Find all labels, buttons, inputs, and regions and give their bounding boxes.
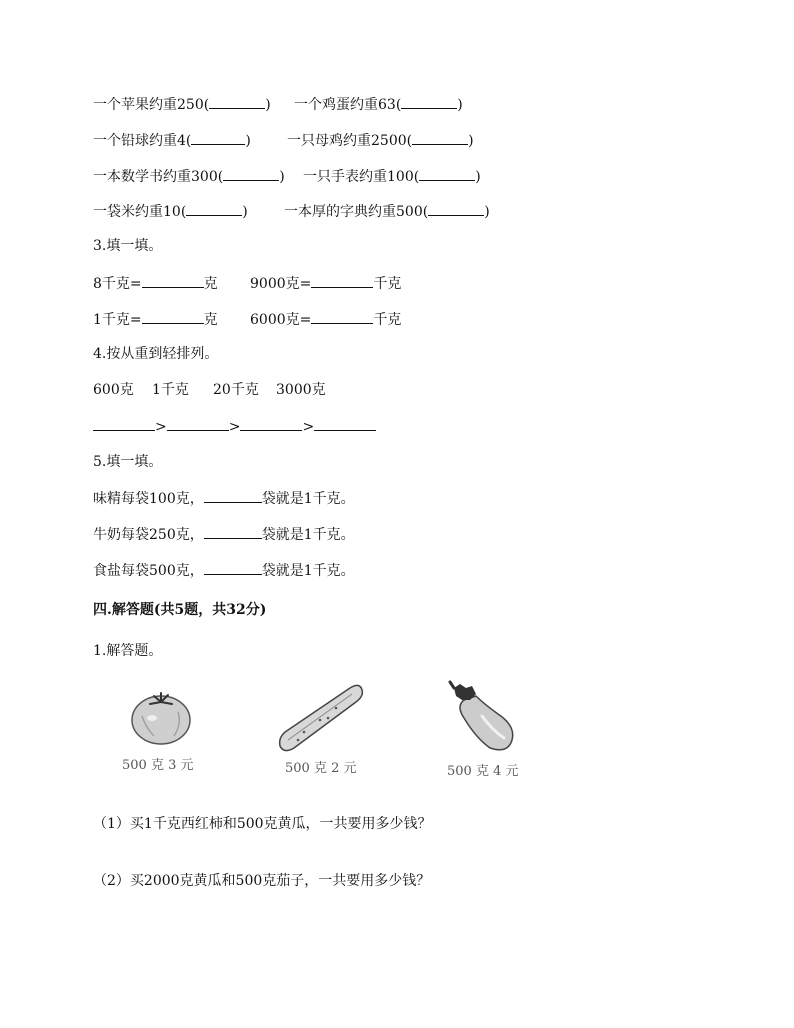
q5-title: 5.填一填。 — [93, 454, 163, 470]
estimate-text: 一只手表约重100( — [303, 169, 420, 185]
q4-title: 4.按从重到轻排列。 — [93, 346, 219, 362]
answer-blank[interactable] — [209, 94, 265, 109]
answer-blank[interactable] — [167, 416, 229, 431]
answer-blank[interactable] — [186, 201, 242, 216]
answer-blank[interactable] — [240, 416, 302, 431]
question-title: 1.解答题。 — [93, 643, 163, 659]
close-paren: ) — [457, 97, 463, 113]
close-paren: ) — [279, 169, 285, 185]
greater-than-symbol: > — [155, 419, 167, 435]
estimate-row-3-right — [303, 166, 481, 187]
q5-row: 味精每袋100克， 袋就是1千克。 — [93, 488, 355, 509]
answer-blank[interactable] — [204, 488, 262, 503]
close-paren: ) — [484, 204, 490, 220]
eggplant-icon — [446, 678, 518, 754]
close-paren: ) — [242, 204, 248, 220]
sub-question-1: （1）买1千克西红柿和500克黄瓜，一共要用多少钱？ — [93, 816, 432, 832]
estimate-text: 一只母鸡约重2500( — [287, 133, 413, 149]
q3-item: 6000克= 千克 — [250, 309, 401, 330]
estimate-row-2-right — [287, 130, 474, 151]
close-paren: ) — [475, 169, 481, 185]
estimate-text: 一本数学书约重300( — [93, 169, 224, 185]
close-paren: ) — [265, 97, 271, 113]
answer-blank[interactable] — [142, 309, 204, 324]
answer-blank[interactable] — [311, 273, 373, 288]
answer-blank[interactable] — [223, 166, 279, 181]
answer-blank[interactable] — [428, 201, 484, 216]
answer-blank[interactable] — [204, 524, 262, 539]
answer-blank[interactable] — [401, 94, 457, 109]
estimate-text: 一袋米约重10( — [93, 204, 187, 220]
price-caption: 500 克 4 元 — [447, 764, 519, 779]
q4-weight-item: 20千克 — [213, 382, 259, 398]
tomato-icon — [128, 688, 194, 746]
q3-item: 1千克= 克 — [93, 309, 218, 330]
q4-weight-item: 1千克 — [152, 382, 189, 398]
q4-weight-item: 600克 — [93, 382, 134, 398]
estimate-row-2 — [93, 130, 251, 151]
close-paren: ) — [468, 133, 474, 149]
estimate-row-4 — [93, 201, 248, 222]
sub-question-2: （2）买2000克黄瓜和500克茄子，一共要用多少钱？ — [93, 873, 431, 889]
price-caption: 500 克 2 元 — [285, 761, 357, 776]
answer-blank[interactable] — [314, 416, 376, 431]
estimate-row-1 — [93, 94, 271, 115]
answer-blank[interactable] — [191, 130, 245, 145]
greater-than-symbol: > — [302, 419, 315, 435]
answer-blank[interactable] — [93, 416, 155, 431]
estimate-row-4-right — [284, 201, 490, 222]
cucumber-icon — [274, 682, 366, 756]
estimate-text: 一个苹果约重250( — [93, 97, 210, 113]
answer-blank[interactable] — [142, 273, 204, 288]
answer-blank[interactable] — [311, 309, 373, 324]
q3-item: 8千克= 克 — [93, 273, 218, 294]
answer-blank[interactable] — [419, 166, 475, 181]
q3-item: 9000克= 千克 — [250, 273, 401, 294]
close-paren: ) — [245, 133, 251, 149]
price-caption: 500 克 3 元 — [122, 758, 194, 773]
q5-row: 食盐每袋500克， 袋就是1千克。 — [93, 560, 355, 581]
answer-blank[interactable] — [412, 130, 468, 145]
q5-row: 牛奶每袋250克， 袋就是1千克。 — [93, 524, 355, 545]
q3-title: 3.填一填。 — [93, 238, 163, 254]
answer-blank[interactable] — [204, 560, 262, 575]
q4-order-row — [93, 416, 376, 437]
estimate-text: 一个鸡蛋约重63( — [294, 97, 402, 113]
q4-weight-item: 3000克 — [276, 382, 326, 398]
greater-than-symbol: > — [228, 419, 241, 435]
estimate-text: 一个铅球约重4( — [93, 133, 192, 149]
estimate-row-3 — [93, 166, 285, 187]
estimate-row-1-right — [294, 94, 463, 115]
estimate-text: 一本厚的字典约重500( — [284, 204, 429, 220]
section-heading: 四.解答题(共5题，共32分) — [93, 602, 267, 618]
